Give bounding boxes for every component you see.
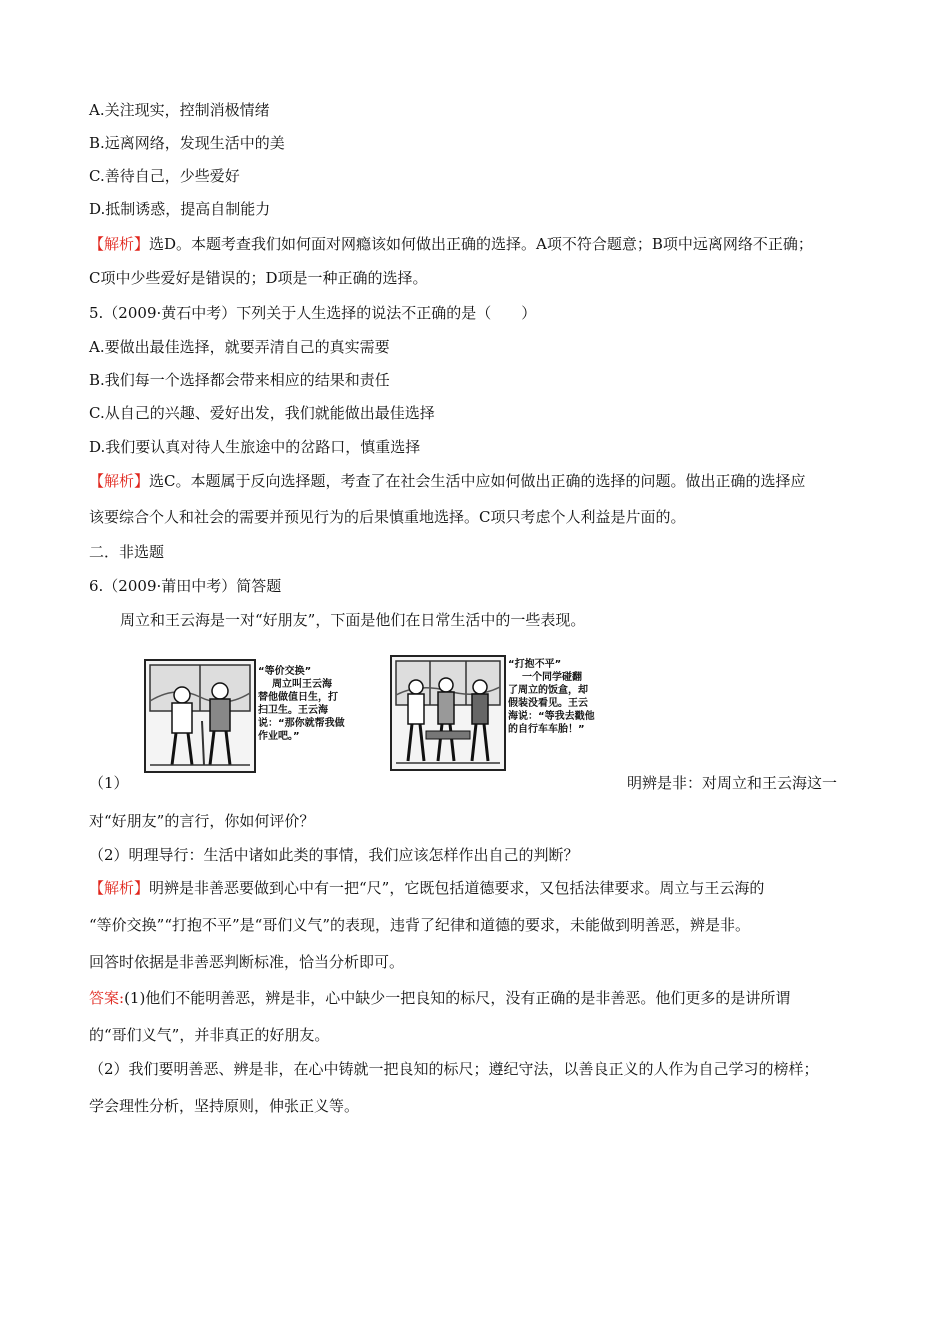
q6-part1-continued: 对“好朋友”的言行，你如何评价？ (89, 812, 315, 830)
q4-option-c: C.善待自己，少些爱好 (89, 167, 240, 185)
analysis-label: 【解析】 (89, 472, 150, 490)
q6-stem: 6.（2009·莆田中考）简答题 (89, 577, 282, 595)
q6-answer-line-2: 的“哥们义气”，并非真正的好朋友。 (89, 1026, 330, 1044)
q6-analysis-line-1: 【解析】明辨是非善恶要做到心中有一把“尺”，它既包括道德要求，又包括法律要求。周立与王云海的 (89, 879, 765, 897)
q6-part1-number: （1） (89, 774, 129, 792)
q6-part2: （2）明理导行：生活中诸如此类的事情，我们应该怎样作出自己的判断？ (89, 846, 579, 864)
q5-option-b: B.我们每一个选择都会带来相应的结果和责任 (89, 371, 390, 389)
q5-analysis-line-1: 【解析】选C。本题属于反向选择题，考查了在社会生活中应如何做出正确的选择的问题。做出正确的选择应 (89, 472, 806, 490)
q6-intro: 周立和王云海是一对“好朋友”，下面是他们在日常生活中的一些表现。 (120, 611, 586, 629)
answer-label: 答案: (89, 989, 125, 1007)
cartoon-image-1 (144, 659, 256, 773)
section-heading: 二．非选题 (89, 543, 165, 561)
q5-option-c: C.从自己的兴趣、爱好出发，我们就能做出最佳选择 (89, 404, 435, 422)
q5-analysis-line-2: 该要综合个人和社会的需要并预见行为的后果慎重地选择。C项只考虑个人利益是片面的。 (89, 508, 686, 526)
q4-option-a: A.关注现实，控制消极情绪 (89, 101, 270, 119)
q6-answer-line-3: （2）我们要明善恶、辨是非，在心中铸就一把良知的标尺；遵纪守法，以善良正义的人作为自己学习的榜样； (89, 1060, 819, 1078)
q4-analysis-line-1: 【解析】选D。本题考查我们如何面对网瘾该如何做出正确的选择。A项不符合题意；B项中远离网络不正确； (89, 235, 813, 253)
q4-analysis-line-2: C项中少些爱好是错误的；D项是一种正确的选择。 (89, 269, 428, 287)
q6-analysis-line-2: “等价交换”“打抱不平”是“哥们义气”的表现，违背了纪律和道德的要求，未能做到明善恶，辨是非。 (89, 916, 751, 934)
cartoon-image-2 (390, 655, 506, 771)
q4-option-d: D.抵制诱惑，提高自制能力 (89, 200, 271, 218)
q6-answer-line-1: 答案:(1)他们不能明善恶，辨是非，心中缺少一把良知的标尺，没有正确的是非善恶。他们更多的是讲所谓 (89, 989, 791, 1007)
q6-part1-text: 明辨是非：对周立和王云海这一 (627, 774, 838, 792)
q6-analysis-line-3: 回答时依据是非善恶判断标准，恰当分析即可。 (89, 953, 405, 971)
cartoon-figures-icon (146, 661, 254, 771)
q5-option-d: D.我们要认真对待人生旅途中的岔路口，慎重选择 (89, 438, 421, 456)
q4-option-b: B.远离网络，发现生活中的美 (89, 134, 285, 152)
q5-option-a: A.要做出最佳选择，就要弄清自己的真实需要 (89, 338, 390, 356)
analysis-label: 【解析】 (89, 879, 150, 897)
cartoon-figures-icon (392, 657, 504, 769)
cartoon-1-caption: “等价交换” 周立叫王云海 替他做值日生，打 扫卫生。王云海 说：“那你就帮我做 作业吧。” (258, 666, 345, 742)
q5-stem: 5.（2009·黄石中考）下列关于人生选择的说法不正确的是（ ） (89, 304, 537, 322)
analysis-label: 【解析】 (89, 235, 150, 253)
q6-answer-line-4: 学会理性分析，坚持原则，伸张正义等。 (89, 1097, 360, 1115)
cartoon-2-caption: “打抱不平” 一个同学碰翻 了周立的饭盒，却 假装没看见。王云 海说：“等我去戳他 的自行车车胎！” (508, 659, 595, 735)
